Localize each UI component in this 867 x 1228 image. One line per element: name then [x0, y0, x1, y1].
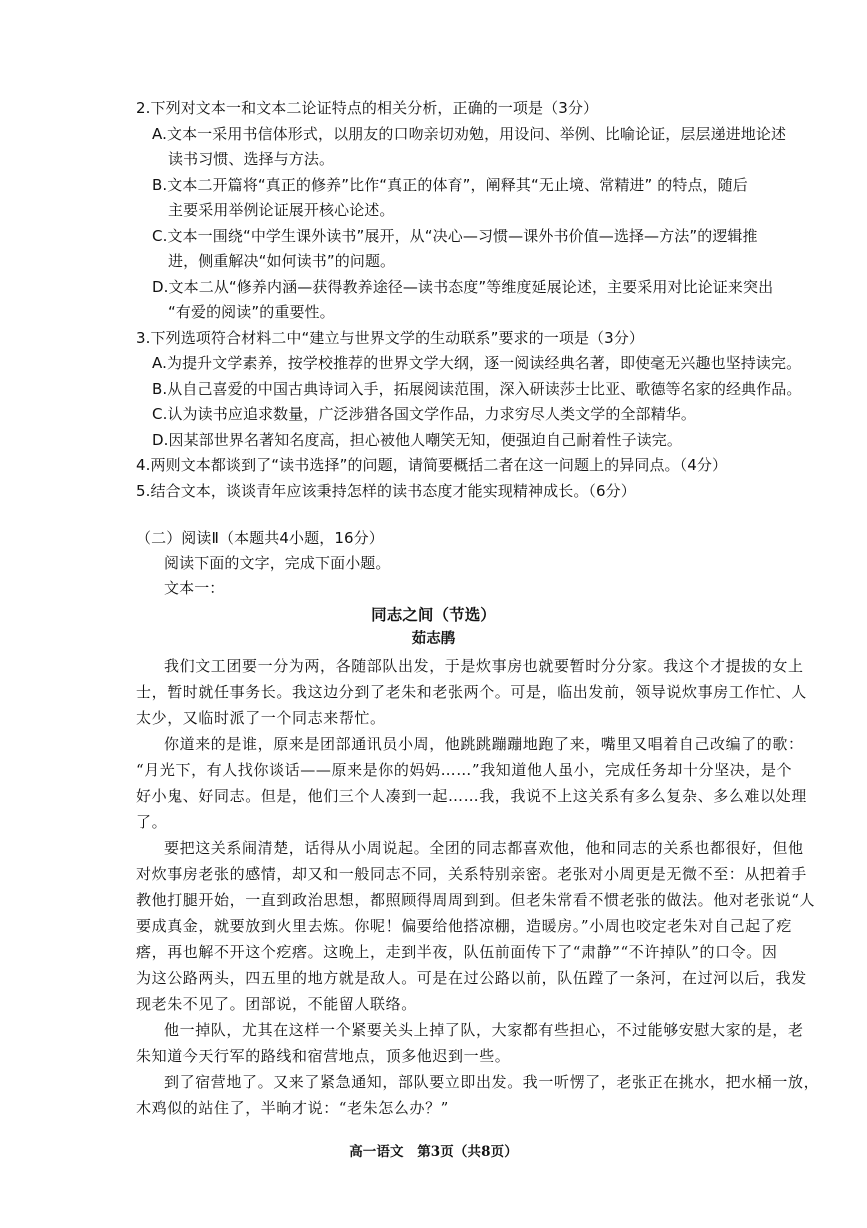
option-2c-line2: 进，侧重解决“如何读书”的问题。: [168, 252, 396, 270]
option-2b-line1: B.文本二开篇将“真正的修养”比作“真正的体育”，阐释其“无止境、常精进” 的特点，随后: [152, 176, 748, 194]
passage-line: 士，暂时就任事务长。我这边分到了老朱和老张两个。可是，临出发前，领导说炊事房工作忙、人: [136, 683, 807, 701]
option-3b: B.从自己喜爱的中国古典诗词入手，拓展阅读范围，深入研读莎士比亚、歌德等名家的经典作品。: [152, 380, 802, 398]
page-footer: 高一语文 第3页（共8页）: [349, 1144, 518, 1160]
option-2a-line2: 读书习惯、选择与方法。: [168, 150, 335, 168]
passage-line: 现老朱不见了。团部说，不能留人联络。: [136, 995, 417, 1013]
passage-line: 他一掉队，尤其在这样一个紧要关头上掉了队，大家都有些担心，不过能够安慰大家的是，老: [164, 1021, 804, 1039]
passage-line: 朱知道今天行军的路线和宿营地点，顶多他迟到一些。: [136, 1047, 511, 1065]
option-3c: C.认为读书应追求数量，广泛涉猎各国文学作品，力求穷尽人类文学的全部精华。: [152, 405, 696, 423]
section-heading: （二）阅读Ⅱ（本题共4小题，16分）: [136, 529, 384, 547]
text-label: 文本一：: [164, 579, 225, 597]
question-2-stem: 2.下列对文本一和文本二论证特点的相关分析，正确的一项是（3分）: [136, 99, 599, 117]
passage-line: “月光下，有人找你谈话——原来是你的妈妈……”我知道他人虽小，完成任务却十分坚决，是个: [136, 761, 793, 779]
passage-line: 教他打腿开始，一直到政治思想，都照顾得周周到到。但老朱常看不惯老张的做法。他对老张说“人: [136, 891, 816, 909]
passage-line: 我们文工团要一分为两，各随部队出发，于是炊事房也就要暂时分分家。我这个才提拔的女上: [164, 657, 804, 675]
passage-line: 木鸡似的站住了，半晌才说：“老朱怎么办？”: [136, 1099, 449, 1117]
question-5: 5.结合文本，谈谈青年应该秉持怎样的读书态度才能实现精神成长。（6分）: [136, 482, 636, 500]
passage-author: 茹志鹃: [411, 630, 456, 647]
option-2d-line2: “有爱的阅读”的重要性。: [168, 303, 335, 321]
passage-line: 到了宿营地了。又来了紧急通知，部队要立即出发。我一听愣了，老张正在挑水，把水桶一放，: [164, 1073, 820, 1091]
passage-line: 为这公路两头，四五里的地方就是敌人。可是在过公路以前，队伍蹚了一条河，在过河以后，我发: [136, 969, 807, 987]
option-2d-line1: D.文本二从“修养内涵—获得教养途径—读书态度”等维度延展论述，主要采用对比论证来突出: [152, 278, 774, 296]
option-2a-line1: A.文本一采用书信体形式，以朋友的口吻亲切劝勉，用设问、举例、比喻论证，层层递进地论述: [152, 125, 787, 143]
passage-line: 要成真金，就要放到火里去炼。你呢！偏要给他搭凉棚，造暖房。”小周也咬定老朱对自己起了疙: [136, 917, 792, 935]
option-2c-line1: C.文本一围绕“中学生课外读书”展开，从“决心—习惯—课外书价值—选择—方法”的逻辑推: [152, 227, 758, 245]
passage-line: 你道来的是谁，原来是团部通讯员小周，他跳跳蹦蹦地跑了来，嘴里又唱着自己改编了的歌：: [164, 735, 804, 753]
reading-instruction: 阅读下面的文字，完成下面小题。: [164, 554, 391, 572]
question-3-stem: 3.下列选项符合材料二中“建立与世界文学的生动联系”要求的一项是（3分）: [136, 329, 644, 347]
question-4: 4.两则文本都谈到了“读书选择”的问题，请简要概括二者在这一问题上的异同点。（4分）: [136, 456, 728, 474]
passage-title: 同志之间（节选）: [371, 605, 496, 624]
passage-line: 对炊事房老张的感情，却又和一般同志不同，关系特别亲密。老张对小周更是无微不至：从把着手: [136, 865, 807, 883]
option-2b-line2: 主要采用举例论证展开核心论述。: [168, 201, 395, 219]
passage-line: 了。: [136, 813, 168, 831]
option-3d: D.因某部世界名著知名度高，担心被他人嘲笑无知，便强迫自己耐着性子读完。: [152, 431, 682, 449]
passage-line: 瘩，再也解不开这个疙瘩。这晚上，走到半夜，队伍前面传下了“肃静”“不许掉队”的口令。因: [136, 943, 778, 961]
passage-line: 好小鬼、好同志。但是，他们三个人凑到一起……我，我说不上这关系有多么复杂、多么难以处理: [136, 787, 807, 805]
option-3a: A.为提升文学素养，按学校推荐的世界文学大纲，逐一阅读经典名著，即使毫无兴趣也坚持读完。: [152, 354, 802, 372]
passage-line: 太少，又临时派了一个同志来帮忙。: [136, 709, 386, 727]
passage-line: 要把这关系闹清楚，话得从小周说起。全团的同志都喜欢他，他和同志的关系也都很好，但他: [164, 839, 804, 857]
